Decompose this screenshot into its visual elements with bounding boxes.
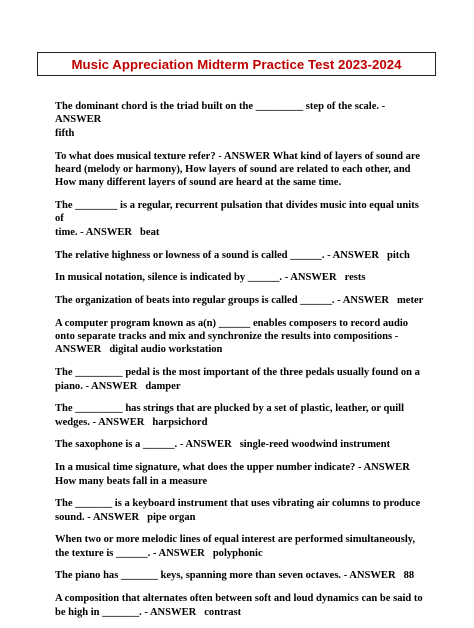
question-line: When two or more melodic lines of equal interest are performed simultaneously, (55, 534, 416, 546)
qa-item (55, 150, 427, 190)
qa-item (55, 569, 427, 582)
answer-text: harpsichord (152, 416, 208, 428)
question-line: time. - ANSWER (55, 226, 133, 238)
question-line: piano. - ANSWER (55, 380, 138, 392)
answer-text: beat (140, 226, 160, 238)
question-line: The _______ is a keyboard instrument that uses vibrating air columns to produce (55, 498, 421, 510)
question-line: The ________ is a regular, recurrent pulsation that divides music into equal units of (55, 200, 419, 225)
question-line: The dominant chord is the triad built on the _________ step of the scale. - ANSWER (55, 101, 386, 126)
qa-item (55, 592, 427, 619)
question-line: ANSWER (55, 344, 102, 356)
qa-item (55, 497, 427, 524)
answer-text: damper (145, 380, 181, 392)
question-line: heard (melody or harmony), How layers of sound are related to each other, and (55, 163, 411, 175)
qa-item (55, 199, 427, 239)
question-line: onto separate tracks and mix and synchronize the results into compositions - (55, 331, 399, 343)
question-line: To what does musical texture refer? - ANSWER What kind of layers of sound are (55, 150, 421, 162)
question-line: A composition that alternates often between soft and loud dynamics can be said to (55, 593, 423, 605)
answer-text: How many different layers of sound are heard at the same time. (55, 177, 342, 189)
answer-text: fifth (55, 127, 75, 139)
qa-item (55, 100, 427, 140)
answer-text: meter (397, 294, 424, 306)
question-line: A computer program known as a(n) ______ enables composers to record audio (55, 317, 409, 329)
question-line: In musical notation, silence is indicated by ______. - ANSWER (55, 272, 337, 284)
qa-item (55, 402, 427, 429)
question-line: The saxophone is a ______. - ANSWER (55, 439, 232, 451)
qa-item (55, 294, 427, 307)
document-title: Music Appreciation Midterm Practice Test 2023-2024 (71, 56, 402, 72)
question-line: The relative highness or lowness of a sound is called ______. - ANSWER (55, 249, 379, 261)
answer-text: rests (344, 272, 366, 284)
answer-text: How many beats fall in a measure (55, 475, 208, 487)
question-line: wedges. - ANSWER (55, 416, 145, 428)
qa-item (55, 438, 427, 451)
answer-text: contrast (204, 606, 242, 618)
question-line: be high in _______. - ANSWER (55, 606, 197, 618)
qa-item (55, 249, 427, 262)
question-line: The _________ pedal is the most important of the three pedals usually found on a (55, 367, 420, 379)
answer-text: single-reed woodwind instrument (239, 439, 391, 451)
qa-list (55, 100, 427, 628)
answer-text: pitch (386, 249, 410, 261)
qa-item (55, 461, 427, 488)
question-line: The piano has _______ keys, spanning more than seven octaves. - ANSWER (55, 570, 396, 582)
qa-item (55, 271, 427, 284)
question-line: sound. - ANSWER (55, 511, 140, 523)
question-line: In a musical time signature, what does the upper number indicate? - ANSWER (55, 462, 410, 474)
answer-text: digital audio workstation (109, 344, 223, 356)
question-line: the texture is ______. - ANSWER (55, 547, 205, 559)
title-box (37, 52, 436, 76)
question-line: The organization of beats into regular groups is called ______. - ANSWER (55, 294, 390, 306)
question-line: The _________ has strings that are plucked by a set of plastic, leather, or quill (55, 403, 405, 415)
answer-text: 88 (403, 570, 415, 582)
qa-item (55, 533, 427, 560)
answer-text: polyphonic (212, 547, 263, 559)
qa-item (55, 366, 427, 393)
qa-item (55, 317, 427, 357)
answer-text: pipe organ (147, 511, 196, 523)
